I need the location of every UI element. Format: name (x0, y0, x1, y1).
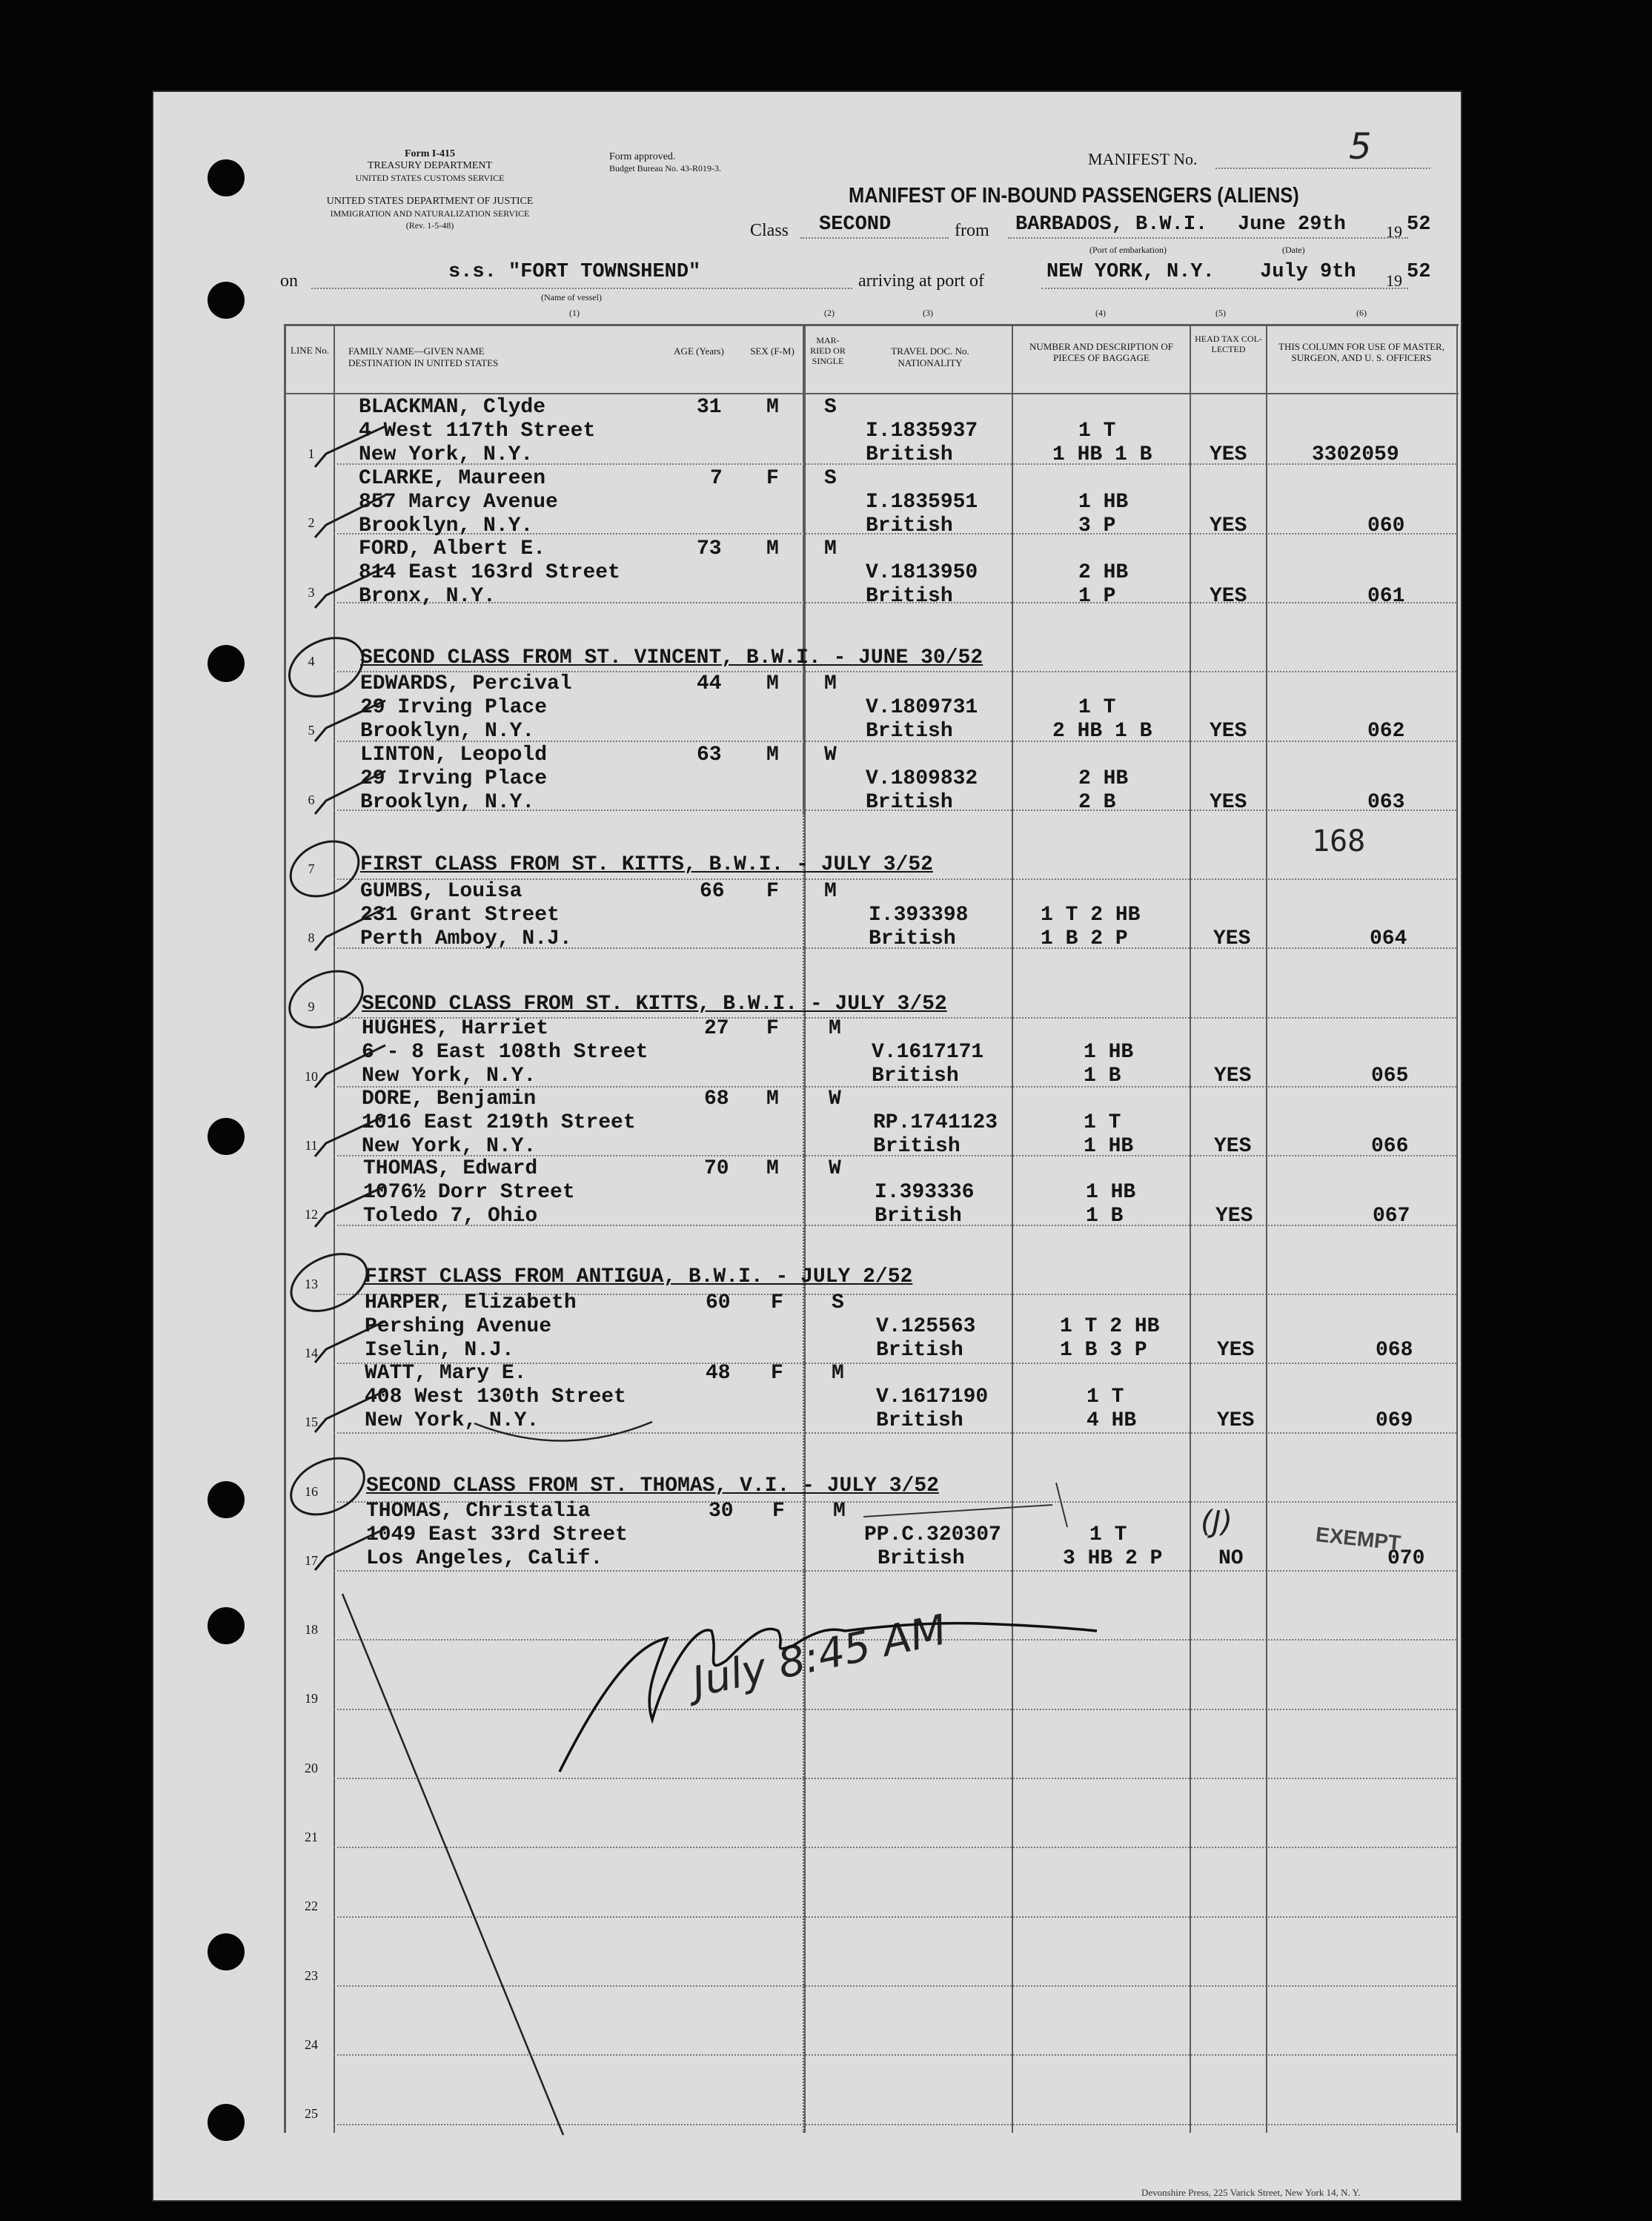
passenger-baggage-2: 1 P (1078, 585, 1116, 608)
passenger-baggage-1: 1 T (1087, 1386, 1124, 1409)
line-number: 17 (305, 1553, 318, 1568)
passenger-address: 1016 East 219th Street (362, 1111, 636, 1134)
cancel-line (342, 1594, 563, 2135)
passenger-officer-no: 063 (1367, 791, 1405, 814)
doc-annotation-mark (863, 1483, 1067, 1527)
passenger-sex: F (772, 1500, 785, 1523)
page-title: MANIFEST OF IN-BOUND PASSENGERS (ALIENS) (849, 184, 1299, 208)
passenger-baggage-2: 1 B 2 P (1041, 927, 1128, 950)
line-number: 8 (308, 930, 315, 945)
form-approved: Form approved. (609, 151, 676, 162)
passenger-baggage-2: 2 B (1078, 791, 1116, 814)
form-number: Form I-415 (404, 148, 456, 159)
passenger-age: 44 (697, 672, 722, 695)
signature-icon (560, 1623, 1097, 1772)
passenger-officer-no: 069 (1376, 1409, 1413, 1432)
passenger-doc: I.1835951 (866, 491, 978, 514)
passenger-name: WATT, Mary E. (365, 1362, 527, 1385)
passenger-address: 1076½ Dorr Street (363, 1181, 575, 1204)
line-number: 25 (305, 2106, 318, 2121)
passenger-nationality: British (876, 1339, 963, 1362)
passenger-sex: F (766, 880, 779, 903)
passenger-age: 68 (704, 1088, 729, 1110)
passenger-baggage-2: 4 HB (1087, 1409, 1137, 1432)
passenger-baggage-2: 1 B (1084, 1065, 1121, 1088)
passenger-doc: I.393336 (875, 1181, 975, 1204)
line-number: 22 (305, 1899, 318, 1913)
passenger-name: THOMAS, Christalia (366, 1500, 591, 1523)
check-mark-icon (315, 1529, 385, 1570)
passenger-baggage-1: 1 HB (1084, 1041, 1134, 1064)
passenger-city: New York, N.Y. (365, 1409, 540, 1432)
line-number: 19 (305, 1691, 318, 1706)
passenger-baggage-1: 1 T 2 HB (1060, 1315, 1160, 1338)
passenger-baggage-2: 3 HB 2 P (1063, 1547, 1163, 1570)
passenger-marital: M (824, 672, 837, 695)
passenger-nationality: British (872, 1065, 959, 1088)
check-mark-icon (315, 567, 385, 608)
passenger-doc: V.1809731 (866, 696, 978, 719)
port-embark-caption: (Port of embarkation) (1089, 245, 1167, 255)
passenger-officer-no: 066 (1371, 1135, 1409, 1158)
col-num: (1) (569, 308, 580, 318)
passenger-nationality: British (866, 585, 953, 608)
from-label: from (955, 221, 989, 240)
passenger-address: 6 - 8 East 108th Street (362, 1041, 648, 1064)
passenger-baggage-2: 1 B (1086, 1205, 1124, 1228)
passenger-name: FORD, Albert E. (359, 537, 546, 560)
header-nationality: NATIONALITY (898, 357, 963, 368)
col-num: (4) (1095, 308, 1106, 318)
line-number: 9 (308, 999, 315, 1014)
header-head-tax: HEAD TAX COL- LECTED (1195, 334, 1262, 354)
header-baggage: NUMBER AND DESCRIPTION OF PIECES OF BAGGAGE (1029, 341, 1173, 363)
check-mark-icon (315, 908, 385, 950)
passenger-baggage-1: 1 HB (1078, 491, 1129, 514)
passenger-nationality: British (866, 720, 953, 743)
passenger-name: GUMBS, Louisa (360, 880, 523, 903)
passenger-name: EDWARDS, Percival (360, 672, 572, 695)
passenger-age: 27 (704, 1017, 729, 1040)
passenger-doc: I.393398 (869, 904, 969, 927)
passenger-address: 408 West 130th Street (365, 1386, 626, 1409)
line-number: 5 (308, 723, 315, 738)
passenger-doc: V.1617190 (876, 1386, 989, 1409)
passenger-age: 60 (706, 1291, 731, 1314)
passenger-address: 814 East 163rd Street (359, 561, 620, 584)
passenger-sex: M (766, 744, 779, 767)
passenger-baggage-2: 2 HB 1 B (1052, 720, 1152, 743)
passenger-sex: F (771, 1291, 783, 1314)
circled-line-numbers (280, 626, 376, 1525)
passenger-nationality: British (876, 1409, 963, 1432)
passenger-sex: F (766, 467, 779, 490)
passenger-city: Bronx, N.Y. (359, 585, 496, 608)
passenger-city: Brooklyn, N.Y. (360, 791, 535, 814)
check-mark-icon (315, 701, 385, 741)
passenger-marital: S (824, 396, 837, 419)
passenger-officer-no: 062 (1367, 720, 1405, 743)
passenger-name: BLACKMAN, Clyde (359, 396, 546, 419)
form-revision: (Rev. 1-5-48) (405, 220, 454, 231)
passenger-marital: W (829, 1157, 841, 1180)
passenger-age: 63 (697, 744, 722, 767)
passenger-baggage-1: 1 T (1084, 1111, 1121, 1134)
passenger-baggage-1: 1 T (1078, 696, 1116, 719)
passenger-marital: M (824, 537, 837, 560)
passenger-doc: V.1617171 (872, 1041, 984, 1064)
passenger-officer-no: 064 (1370, 927, 1407, 950)
passenger-sex: M (766, 672, 779, 695)
check-mark-icon (315, 1391, 385, 1432)
line-number: 13 (305, 1277, 318, 1291)
arrival-port: NEW YORK, N.Y. (1046, 261, 1215, 283)
class-label: Class (750, 221, 789, 240)
passenger-sex: F (766, 1017, 779, 1040)
dept-customs: UNITED STATES CUSTOMS SERVICE (355, 173, 505, 183)
arrival-year-prefix: 19 (1386, 271, 1402, 290)
passenger-head-tax: YES (1210, 720, 1247, 743)
passenger-officer-no: 3302059 (1312, 443, 1399, 466)
check-mark-icon (315, 1045, 385, 1088)
passenger-head-tax: YES (1215, 1205, 1253, 1228)
vessel-caption: (Name of vessel) (541, 292, 602, 302)
line-number: 15 (305, 1414, 318, 1429)
check-mark-icon (315, 495, 385, 537)
header-line-no: LINE No. (291, 345, 329, 356)
check-mark-icon (315, 1321, 385, 1363)
passenger-marital: S (832, 1291, 844, 1314)
line-number: 1 (308, 446, 315, 461)
section-header: SECOND CLASS FROM ST. VINCENT, B.W.I. - JUNE 30/52 (360, 646, 983, 669)
passenger-city: Brooklyn, N.Y. (360, 720, 535, 743)
passenger-address: 29 Irving Place (360, 696, 548, 719)
on-label: on (280, 271, 298, 291)
passenger-baggage-1: 1 T (1089, 1523, 1127, 1546)
check-marks (315, 426, 385, 1570)
passenger-name: LINTON, Leopold (360, 744, 548, 767)
passenger-name: DORE, Benjamin (362, 1088, 537, 1110)
passenger-address: 4 West 117th Street (359, 420, 596, 443)
j-note: (J) (1201, 1505, 1233, 1539)
passenger-address: 231 Grant Street (360, 904, 560, 927)
header-sex: SEX (F-M) (750, 345, 795, 357)
section-header: SECOND CLASS FROM ST. THOMAS, V.I. - JULY 3/52 (366, 1474, 939, 1497)
embark-year-prefix: 19 (1386, 222, 1402, 241)
header-travel-doc: TRAVEL DOC. No. (891, 345, 969, 357)
manifest-number: 5 (1349, 126, 1372, 168)
passenger-baggage-2: 3 P (1078, 514, 1116, 537)
header-married: MAR- RIED OR SINGLE (810, 335, 846, 366)
line-number: 12 (305, 1207, 318, 1222)
passenger-baggage-1: 1 T (1078, 420, 1116, 443)
circle-mark-icon (280, 626, 373, 707)
passenger-name: CLARKE, Maureen (359, 467, 546, 490)
embark-date: June 29th (1238, 214, 1346, 236)
embark-year: 52 (1407, 214, 1431, 236)
passenger-doc: V.125563 (876, 1315, 976, 1338)
passenger-head-tax: YES (1213, 927, 1251, 950)
col-num: (3) (923, 308, 933, 318)
passenger-sex: M (766, 1088, 779, 1110)
col-num: (6) (1356, 308, 1367, 318)
line-number: 23 (305, 1968, 318, 1983)
date-caption: (Date) (1282, 245, 1305, 255)
passenger-head-tax: NO (1218, 1547, 1244, 1570)
header-officers: THIS COLUMN FOR USE OF MASTER, SURGEON, AND U. S. OFFICERS (1278, 341, 1444, 363)
passenger-address: 857 Marcy Avenue (359, 491, 558, 514)
passenger-head-tax: YES (1214, 1135, 1252, 1158)
passenger-doc: PP.C.320307 (864, 1523, 1001, 1546)
passenger-doc: I.1835937 (866, 420, 978, 443)
line-number: 16 (305, 1484, 318, 1499)
signature-time: July 8:45 AM (688, 1606, 951, 1707)
line-number: 24 (305, 2037, 318, 2052)
line-number: 7 (308, 861, 315, 876)
passenger-address: Pershing Avenue (365, 1315, 552, 1338)
passenger-head-tax: YES (1210, 443, 1247, 466)
passenger-nationality: British (866, 443, 953, 466)
passenger-officer-no: 067 (1373, 1205, 1410, 1228)
passenger-head-tax: YES (1217, 1339, 1255, 1362)
check-mark-icon (315, 1116, 385, 1156)
passenger-officer-no: 060 (1367, 514, 1405, 537)
circle-mark-icon (282, 1242, 376, 1322)
passenger-officer-no: 065 (1371, 1065, 1409, 1088)
embark-port: BARBADOS, B.W.I. (1015, 214, 1208, 236)
vessel-name: s.s. "FORT TOWNSHEND" (448, 261, 701, 283)
header-name: FAMILY NAME—GIVEN NAME (348, 345, 485, 357)
passenger-city: Los Angeles, Calif. (366, 1547, 603, 1570)
circle-mark-icon (282, 831, 368, 907)
passenger-city: Iselin, N.J. (365, 1339, 514, 1362)
count-note: 168 (1312, 824, 1366, 858)
line-number: 21 (305, 1830, 318, 1844)
passenger-age: 7 (710, 467, 723, 490)
line-number: 10 (305, 1069, 318, 1084)
passenger-officer-no: 070 (1387, 1547, 1425, 1570)
passenger-nationality: British (878, 1547, 965, 1570)
circle-mark-icon (281, 960, 372, 1039)
passenger-baggage-1: 2 HB (1078, 561, 1129, 584)
passenger-nationality: British (869, 927, 956, 950)
passenger-city: Toledo 7, Ohio (363, 1205, 538, 1228)
check-mark-icon (315, 426, 385, 467)
class-value: SECOND (819, 214, 892, 236)
passenger-head-tax: YES (1210, 791, 1247, 814)
circle-mark-icon (282, 1447, 374, 1526)
passenger-name: THOMAS, Edward (363, 1157, 538, 1180)
passenger-doc: RP.1741123 (873, 1111, 998, 1134)
passenger-baggage-2: 1 B 3 P (1060, 1339, 1147, 1362)
passenger-baggage-1: 1 T 2 HB (1041, 904, 1141, 927)
header-destination: DESTINATION IN UNITED STATES (348, 357, 499, 368)
exempt-stamp: EXEMPT (1314, 1523, 1402, 1555)
col-num: (2) (824, 308, 835, 318)
passenger-baggage-1: 2 HB (1078, 767, 1129, 790)
passenger-sex: M (766, 396, 779, 419)
passenger-marital: W (824, 744, 837, 767)
section-header: FIRST CLASS FROM ST. KITTS, B.W.I. - JULY 3/52 (360, 853, 933, 876)
curve-mark (474, 1422, 652, 1441)
passenger-officer-no: 068 (1376, 1339, 1413, 1362)
passenger-age: 70 (704, 1157, 729, 1180)
passenger-head-tax: YES (1210, 514, 1247, 537)
line-number: 4 (308, 654, 315, 669)
passenger-address: 29 Irving Place (360, 767, 548, 790)
arrival-year: 52 (1407, 261, 1431, 283)
passenger-marital: S (824, 467, 837, 490)
passenger-marital: W (829, 1088, 841, 1110)
dept-treasury: TREASURY DEPARTMENT (367, 160, 493, 171)
dept-immigration: IMMIGRATION AND NATURALIZATION SERVICE (330, 208, 530, 219)
passenger-city: Brooklyn, N.Y. (359, 514, 534, 537)
passenger-age: 66 (700, 880, 725, 903)
check-mark-icon (315, 1186, 385, 1227)
passenger-city: New York, N.Y. (362, 1135, 537, 1158)
line-number: 3 (308, 585, 315, 600)
line-number: 14 (305, 1345, 318, 1360)
passenger-officer-no: 061 (1367, 585, 1405, 608)
line-number: 20 (305, 1761, 318, 1775)
passenger-doc: V.1813950 (866, 561, 978, 584)
passenger-marital: M (833, 1500, 846, 1523)
header-age: AGE (Years) (674, 345, 724, 357)
passenger-head-tax: YES (1210, 585, 1247, 608)
passenger-sex: M (766, 1157, 779, 1180)
line-number: 11 (305, 1138, 318, 1153)
line-number: 6 (308, 792, 315, 807)
passenger-nationality: British (866, 514, 953, 537)
passenger-nationality: British (875, 1205, 962, 1228)
passenger-age: 73 (697, 537, 722, 560)
passenger-address: 1049 East 33rd Street (366, 1523, 628, 1546)
passenger-baggage-1: 1 HB (1086, 1181, 1136, 1204)
passenger-marital: M (829, 1017, 841, 1040)
line-number: 2 (308, 515, 315, 530)
passenger-baggage-2: 1 HB 1 B (1052, 443, 1152, 466)
dept-justice: UNITED STATES DEPARTMENT OF JUSTICE (326, 196, 534, 207)
passenger-age: 31 (697, 396, 722, 419)
arriving-label: arriving at port of (858, 271, 984, 291)
passenger-city: Perth Amboy, N.J. (360, 927, 572, 950)
passenger-city: New York, N.Y. (362, 1065, 537, 1088)
printer-credit: Devonshire Press, 225 Varick Street, New York 14, N. Y. (1141, 2187, 1361, 2198)
arrival-date: July 9th (1260, 261, 1356, 283)
passenger-marital: M (832, 1362, 844, 1385)
check-mark-icon (315, 771, 385, 814)
passenger-head-tax: YES (1217, 1409, 1255, 1432)
passenger-city: New York, N.Y. (359, 443, 534, 466)
section-header: FIRST CLASS FROM ANTIGUA, B.W.I. - JULY 2/52 (365, 1265, 913, 1288)
passenger-name: HUGHES, Harriet (362, 1017, 549, 1040)
passenger-nationality: British (866, 791, 953, 814)
passenger-doc: V.1809832 (866, 767, 978, 790)
section-header: SECOND CLASS FROM ST. KITTS, B.W.I. - JULY 3/52 (362, 993, 947, 1016)
passenger-marital: M (824, 880, 837, 903)
col-num: (5) (1215, 308, 1226, 318)
line-number: 18 (305, 1622, 318, 1637)
passenger-nationality: British (873, 1135, 961, 1158)
passenger-sex: F (771, 1362, 783, 1385)
manifest-label: MANIFEST No. (1088, 150, 1198, 168)
passenger-age: 48 (706, 1362, 731, 1385)
passenger-sex: M (766, 537, 779, 560)
passenger-baggage-2: 1 HB (1084, 1135, 1134, 1158)
passenger-name: HARPER, Elizabeth (365, 1291, 577, 1314)
budget-bureau: Budget Bureau No. 43-R019-3. (609, 163, 721, 173)
passenger-head-tax: YES (1214, 1065, 1252, 1088)
passenger-age: 30 (709, 1500, 734, 1523)
